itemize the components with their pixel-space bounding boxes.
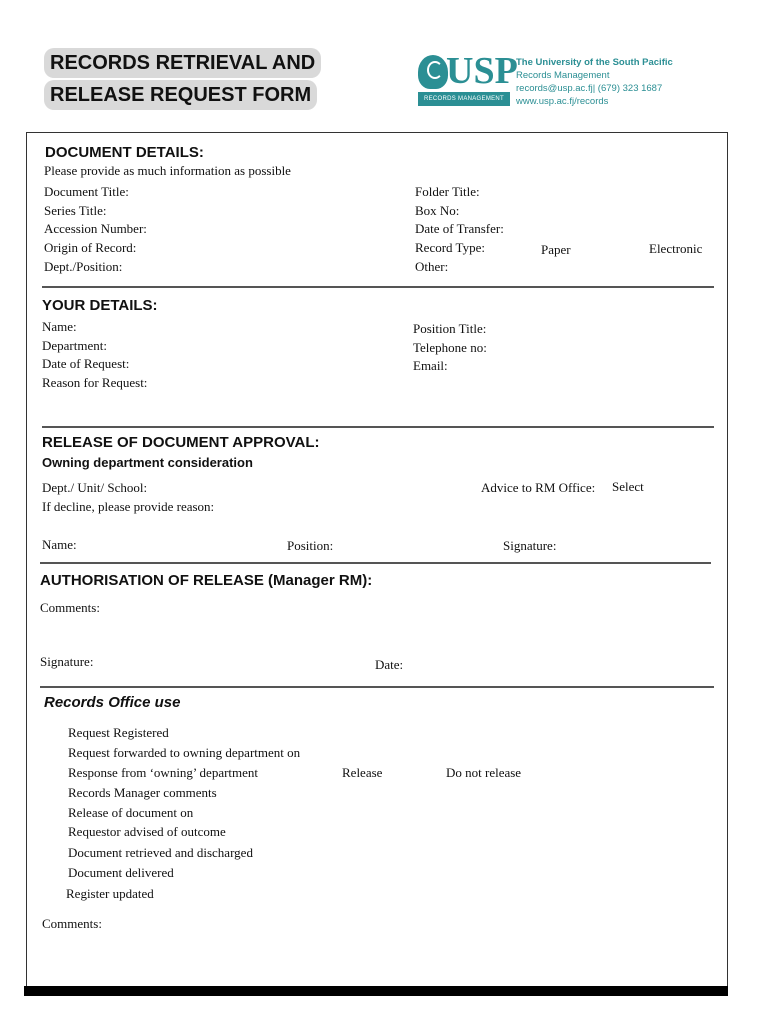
approver-name-field[interactable]: Name:	[42, 537, 77, 552]
section-divider	[40, 562, 711, 564]
requester-department-field[interactable]: Department:	[42, 338, 107, 353]
approver-signature-field[interactable]: Signature:	[503, 538, 557, 553]
date-of-transfer-field[interactable]: Date of Transfer:	[415, 221, 504, 236]
university-name: The University of the South Pacific	[516, 57, 673, 68]
requestor-advised-item[interactable]: Requestor advised of outcome	[68, 824, 226, 839]
section-divider	[42, 426, 714, 428]
form-title	[44, 48, 321, 112]
logo-band: RECORDS MANAGEMENT	[418, 92, 510, 106]
register-updated-item[interactable]: Register updated	[66, 886, 154, 901]
do-not-release-option[interactable]: Do not release	[446, 765, 522, 780]
department-name: Records Management	[516, 70, 610, 81]
email-field[interactable]: Email:	[413, 358, 448, 373]
section-divider	[40, 686, 714, 688]
logo-contact-block	[516, 56, 673, 108]
telephone-field[interactable]: Telephone no:	[413, 340, 487, 355]
dept-unit-school-field[interactable]: Dept./ Unit/ School:	[42, 480, 148, 495]
section-divider	[42, 286, 714, 288]
advice-select-dropdown[interactable]: Select	[612, 479, 644, 494]
requester-name-field[interactable]: Name:	[42, 319, 77, 334]
records-office-comments-field[interactable]: Comments:	[42, 916, 102, 931]
authorisation-heading: AUTHORISATION OF RELEASE (Manager RM):	[40, 572, 373, 589]
rm-comments-item[interactable]: Records Manager comments	[68, 785, 217, 800]
origin-of-record-field[interactable]: Origin of Record:	[44, 240, 137, 255]
date-of-request-field[interactable]: Date of Request:	[42, 356, 130, 371]
advice-to-rm-label: Advice to RM Office:	[481, 480, 596, 495]
form-title-line-2: RELEASE REQUEST FORM	[44, 80, 317, 110]
bottom-bar	[24, 986, 728, 996]
your-details-heading: YOUR DETAILS:	[42, 297, 158, 314]
form-title-line-1: RECORDS RETRIEVAL AND	[44, 48, 321, 78]
usp-wordmark: USP	[446, 50, 518, 92]
document-details-instruction: Please provide as much information as possible	[44, 163, 291, 178]
position-title-field[interactable]: Position Title:	[413, 321, 487, 336]
other-field[interactable]: Other:	[415, 259, 449, 274]
record-type-electronic-option[interactable]: Electronic	[649, 241, 703, 256]
authorisation-signature-field[interactable]: Signature:	[40, 654, 94, 669]
request-forwarded-item[interactable]: Request forwarded to owning department on	[68, 745, 301, 760]
release-of-document-item[interactable]: Release of document on	[68, 805, 194, 820]
reason-for-request-field[interactable]: Reason for Request:	[42, 375, 148, 390]
document-retrieved-item[interactable]: Document retrieved and discharged	[68, 845, 253, 860]
release-option[interactable]: Release	[342, 765, 383, 780]
records-office-heading: Records Office use	[44, 694, 181, 711]
owning-department-subheading: Owning department consideration	[42, 455, 253, 470]
series-title-field[interactable]: Series Title:	[44, 203, 107, 218]
folder-title-field[interactable]: Folder Title:	[415, 184, 480, 199]
approver-position-field[interactable]: Position:	[287, 538, 334, 553]
owning-response-item[interactable]: Response from ‘owning’ department	[68, 765, 259, 780]
accession-number-field[interactable]: Accession Number:	[44, 221, 147, 236]
authorisation-date-field[interactable]: Date:	[375, 657, 404, 672]
release-approval-heading: RELEASE OF DOCUMENT APPROVAL:	[42, 434, 320, 451]
document-delivered-item[interactable]: Document delivered	[68, 865, 174, 880]
decline-reason-field[interactable]: If decline, please provide reason:	[42, 499, 215, 514]
record-type-paper-option[interactable]: Paper	[541, 242, 571, 257]
request-registered-item[interactable]: Request Registered	[68, 725, 169, 740]
document-title-field[interactable]: Document Title:	[44, 184, 129, 199]
contact-line: records@usp.ac.fj| (679) 323 1687	[516, 83, 663, 94]
record-type-label: Record Type:	[415, 240, 485, 255]
document-details-heading: DOCUMENT DETAILS:	[45, 144, 204, 161]
website-line: www.usp.ac.fj/records	[516, 96, 609, 107]
authorisation-comments-field[interactable]: Comments:	[40, 600, 100, 615]
box-no-field[interactable]: Box No:	[415, 203, 460, 218]
dept-position-field[interactable]: Dept./Position:	[44, 259, 123, 274]
usp-crest-icon	[418, 55, 448, 89]
